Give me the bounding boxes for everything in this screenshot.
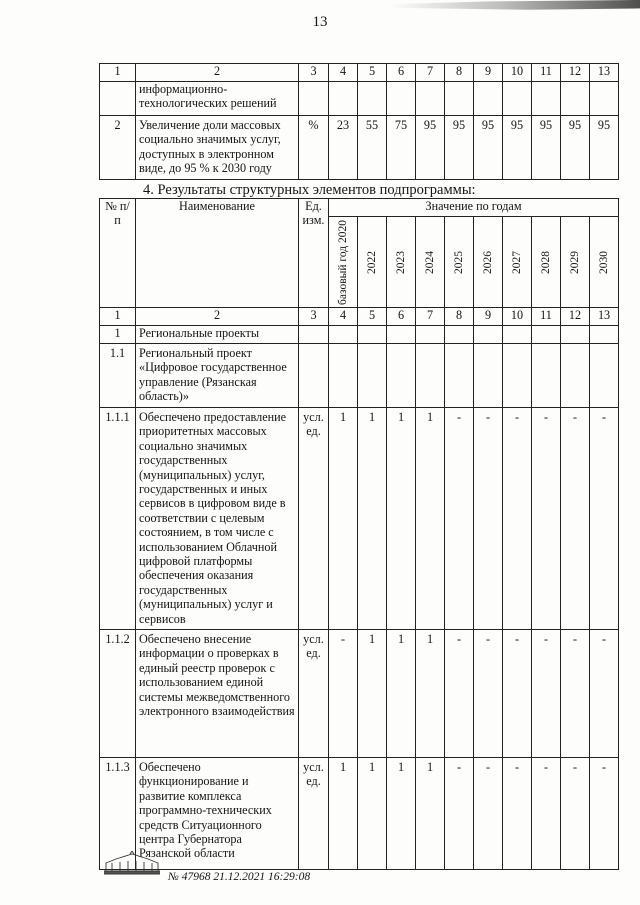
value-cell xyxy=(329,326,358,344)
table-row xyxy=(100,344,619,408)
indicator-name: информационно-технологических решений xyxy=(136,82,299,116)
value-cell: 1 xyxy=(329,758,358,870)
header-year-label: 2026 xyxy=(482,250,494,274)
value-cell: 1 xyxy=(329,408,358,630)
value-cell: 95 xyxy=(445,116,474,180)
value-cell xyxy=(445,344,474,408)
value-cell: - xyxy=(590,408,619,630)
table-cell: 1 xyxy=(100,308,136,326)
value-cell: 1 xyxy=(387,630,416,758)
table-cell xyxy=(590,82,619,116)
value-cell: 1 xyxy=(358,630,387,758)
header-num: № п/п xyxy=(100,199,136,308)
table-cell xyxy=(416,82,445,116)
row-number: 1 xyxy=(100,326,136,344)
value-cell: 95 xyxy=(561,116,590,180)
table-cell xyxy=(474,82,503,116)
table-cell: 7 xyxy=(416,308,445,326)
table-header-numbers xyxy=(100,64,619,82)
table-cell: 13 xyxy=(590,308,619,326)
value-cell xyxy=(358,326,387,344)
value-cell: 95 xyxy=(474,116,503,180)
table-cell: 5 xyxy=(358,64,387,82)
value-cell: - xyxy=(532,408,561,630)
header-year xyxy=(532,217,561,308)
header-year xyxy=(387,217,416,308)
header-values-group: Значение по годам xyxy=(329,199,619,217)
value-cell: - xyxy=(503,408,532,630)
value-cell: 23 xyxy=(329,116,358,180)
row-name: Региональный проект «Цифровое государственное управление (Рязанская область)» xyxy=(136,344,299,408)
value-cell xyxy=(329,344,358,408)
table-cell: 2 xyxy=(136,64,299,82)
table-row xyxy=(100,408,619,630)
value-cell: - xyxy=(532,630,561,758)
header-year xyxy=(503,217,532,308)
indicator-name: Увеличение доли массовых социально значимых услуг, доступных в электронном виде, до 95 % к 2030 году xyxy=(136,116,299,180)
value-cell xyxy=(387,326,416,344)
value-cell: - xyxy=(590,630,619,758)
section-title: 4. Результаты структурных элементов подпрограммы: xyxy=(143,182,476,198)
header-year-label: 2030 xyxy=(598,250,611,274)
value-cell: - xyxy=(503,758,532,870)
value-cell: - xyxy=(474,630,503,758)
unit-cell: усл. ед. xyxy=(299,758,329,870)
header-year-label: 2023 xyxy=(395,250,407,274)
header-year xyxy=(445,217,474,308)
value-cell xyxy=(590,344,619,408)
table-cell: 11 xyxy=(532,64,561,82)
row-number: 2 xyxy=(100,116,136,180)
value-cell: 95 xyxy=(416,116,445,180)
table-cell xyxy=(561,82,590,116)
header-year xyxy=(416,217,445,308)
row-number: 1.1 xyxy=(100,344,136,408)
value-cell xyxy=(474,344,503,408)
table-row xyxy=(100,326,619,344)
header-year-label: 2029 xyxy=(569,250,581,274)
value-cell: - xyxy=(561,630,590,758)
table-cell: 10 xyxy=(503,64,532,82)
value-cell: 75 xyxy=(387,116,416,180)
row-number: 1.1.2 xyxy=(100,630,136,758)
table-cell: 2 xyxy=(136,308,299,326)
row-number: 1.1.1 xyxy=(100,408,136,630)
table-cell: 5 xyxy=(358,308,387,326)
table-cell xyxy=(503,82,532,116)
table-header-row xyxy=(100,199,619,217)
table-cell: 4 xyxy=(329,308,358,326)
row-name: Региональные проекты xyxy=(136,326,299,344)
header-unit: Ед. изм. xyxy=(299,199,329,308)
value-cell: 95 xyxy=(590,116,619,180)
table-cell xyxy=(299,82,329,116)
unit-cell xyxy=(299,326,329,344)
table-cell: 12 xyxy=(561,64,590,82)
table-cell: 6 xyxy=(387,64,416,82)
header-year-label: базовый год 2020 xyxy=(337,219,349,305)
results-table xyxy=(99,198,619,870)
header-year xyxy=(358,217,387,308)
table-cell xyxy=(329,82,358,116)
unit-cell: % xyxy=(299,116,329,180)
header-year xyxy=(474,217,503,308)
value-cell: - xyxy=(445,408,474,630)
table-cell xyxy=(100,82,136,116)
table-cell xyxy=(532,82,561,116)
page-number: 13 xyxy=(312,14,328,30)
value-cell: - xyxy=(474,758,503,870)
header-year xyxy=(329,217,358,308)
row-number: 1.1.3 xyxy=(100,758,136,870)
value-cell: 1 xyxy=(416,630,445,758)
header-year-label: 2024 xyxy=(424,250,436,274)
table-cell: 3 xyxy=(299,308,329,326)
table-cell: 12 xyxy=(561,308,590,326)
table-cell: 6 xyxy=(387,308,416,326)
value-cell: - xyxy=(329,630,358,758)
table-cell: 10 xyxy=(503,308,532,326)
value-cell: 1 xyxy=(416,408,445,630)
table-cell: 1 xyxy=(100,64,136,82)
header-year xyxy=(561,217,590,308)
value-cell: 1 xyxy=(387,408,416,630)
table-cell: 13 xyxy=(590,64,619,82)
document-registration-number: № 47968 21.12.2021 16:29:08 xyxy=(168,871,311,883)
value-cell: 55 xyxy=(358,116,387,180)
value-cell: 1 xyxy=(358,758,387,870)
table-cell: 8 xyxy=(445,64,474,82)
value-cell xyxy=(532,326,561,344)
table-cell: 7 xyxy=(416,64,445,82)
row-name: Обеспечено функционирование и развитие комплекса программно-технических средств Ситуационного центра Губернатора Рязанской области xyxy=(136,758,299,870)
value-cell: 1 xyxy=(387,758,416,870)
value-cell: - xyxy=(503,630,532,758)
value-cell: - xyxy=(561,408,590,630)
table-cell: 9 xyxy=(474,308,503,326)
table-cell xyxy=(358,82,387,116)
table-cell xyxy=(387,82,416,116)
table-cell: 11 xyxy=(532,308,561,326)
table-row xyxy=(100,82,619,116)
value-cell: - xyxy=(445,630,474,758)
value-cell xyxy=(416,344,445,408)
unit-cell: усл. ед. xyxy=(299,408,329,630)
value-cell xyxy=(503,326,532,344)
value-cell: 1 xyxy=(358,408,387,630)
header-year xyxy=(590,217,619,308)
value-cell: - xyxy=(532,758,561,870)
value-cell: - xyxy=(474,408,503,630)
value-cell xyxy=(416,326,445,344)
header-year-label: 2027 xyxy=(511,250,523,274)
table-cell: 9 xyxy=(474,64,503,82)
value-cell: - xyxy=(445,758,474,870)
indicators-table xyxy=(99,63,619,180)
header-year-label: 2022 xyxy=(366,250,378,274)
value-cell xyxy=(387,344,416,408)
value-cell xyxy=(503,344,532,408)
value-cell xyxy=(561,326,590,344)
value-cell: - xyxy=(590,758,619,870)
value-cell: 1 xyxy=(416,758,445,870)
value-cell: 95 xyxy=(532,116,561,180)
value-cell xyxy=(445,326,474,344)
value-cell xyxy=(561,344,590,408)
value-cell xyxy=(358,344,387,408)
table-cell: 8 xyxy=(445,308,474,326)
registry-stamp-logo xyxy=(102,851,162,875)
scan-artifact xyxy=(390,0,640,14)
table-header-numbers xyxy=(100,308,619,326)
table-row xyxy=(100,758,619,870)
row-name: Обеспечено внесение информации о проверках в единый реестр проверок с использованием единой системы межведомственного электронного взаимодействия xyxy=(136,630,299,758)
value-cell xyxy=(474,326,503,344)
unit-cell: усл. ед. xyxy=(299,630,329,758)
table-row xyxy=(100,630,619,758)
table-cell: 3 xyxy=(299,64,329,82)
header-year-label: 2028 xyxy=(540,250,552,274)
value-cell: 95 xyxy=(503,116,532,180)
table-cell: 4 xyxy=(329,64,358,82)
header-name: Наименование xyxy=(136,199,299,308)
header-year-label: 2025 xyxy=(453,250,465,274)
value-cell: - xyxy=(561,758,590,870)
value-cell xyxy=(532,344,561,408)
table-cell xyxy=(445,82,474,116)
table-row xyxy=(100,116,619,180)
unit-cell xyxy=(299,344,329,408)
row-name: Обеспечено предоставление приоритетных массовых социально значимых государственных (муниципальных) услуг, государственных и иных сервисов в цифровом виде в соответствии с целевым состоянием, в том числе с использованием Облачной цифровой платформы обеспечения оказания государственных (муниципальных) услуг и сервисов xyxy=(136,408,299,630)
value-cell xyxy=(590,326,619,344)
